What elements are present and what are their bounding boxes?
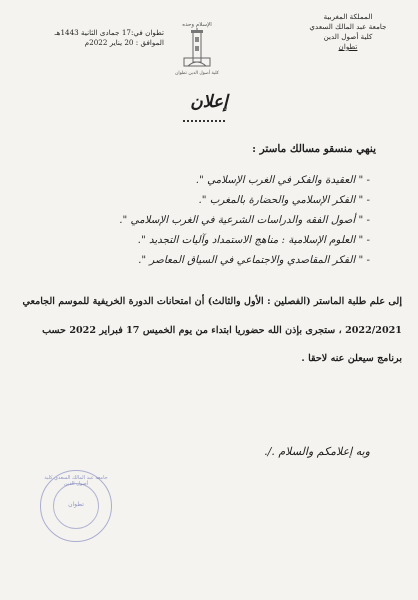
official-stamp (40, 470, 112, 542)
announcement-body: إلى علم طلبة الماستر (الفصلين : الأول والثالث) أن امتحانات الدورة الخريفية للموسم الجامعي 2022/2021 ، ستجرى بإذن الله حضوريا ابتداء من يوم الخميس 17 فبراير 2022 حسب برنامج سيعلن عنه لاحقا . (22, 296, 402, 364)
announcement-title: إعلان (190, 92, 228, 112)
title-underline (183, 120, 225, 122)
faculty-logo (170, 22, 224, 82)
hijri-date: تطوان في:17 جمادى الثانية 1443هـ (54, 28, 164, 37)
institution-header (292, 12, 404, 52)
list-item: - " أصول الفقه والدراسات الشرعية في الغرب الإسلامي ". (119, 214, 370, 226)
university-line: جامعة عبد المالك السعدي (309, 22, 387, 31)
intro-line: ينهي منسقو مسالك ماستر : (252, 143, 376, 155)
minaret-icon (182, 28, 212, 70)
stamp-center-text: تطوان (68, 501, 84, 508)
city-line: تطوان (338, 42, 358, 51)
list-item: - " الفكر الإسلامي والحضارة بالمغرب ". (198, 194, 370, 206)
date-block (14, 28, 164, 48)
list-item: - " العلوم الإسلامية : مناهج الاستمداد وآليات التجديد ". (137, 234, 370, 246)
logo-caption: كلية أصول الدين تطوان (175, 71, 219, 76)
closing-line: وبه إعلامكم والسلام ./. (264, 445, 370, 458)
stamp-ring-text: جامعة عبد المالك السعدي كلية أصول الدين (44, 475, 108, 487)
list-item: - " الفكر المقاصدي والاجتماعي في السياق المعاصر ". (138, 254, 370, 266)
list-item: - " العقيدة والفكر في الغرب الإسلامي ". (195, 174, 370, 186)
kingdom-line: المملكة المغربية (323, 12, 373, 21)
faculty-line: كلية أصول الدين (323, 32, 373, 41)
gregorian-date: الموافق : 20 يناير 2022م (84, 38, 164, 47)
logo-motto: الإسلام وحده (182, 22, 212, 28)
masters-list (40, 170, 370, 270)
